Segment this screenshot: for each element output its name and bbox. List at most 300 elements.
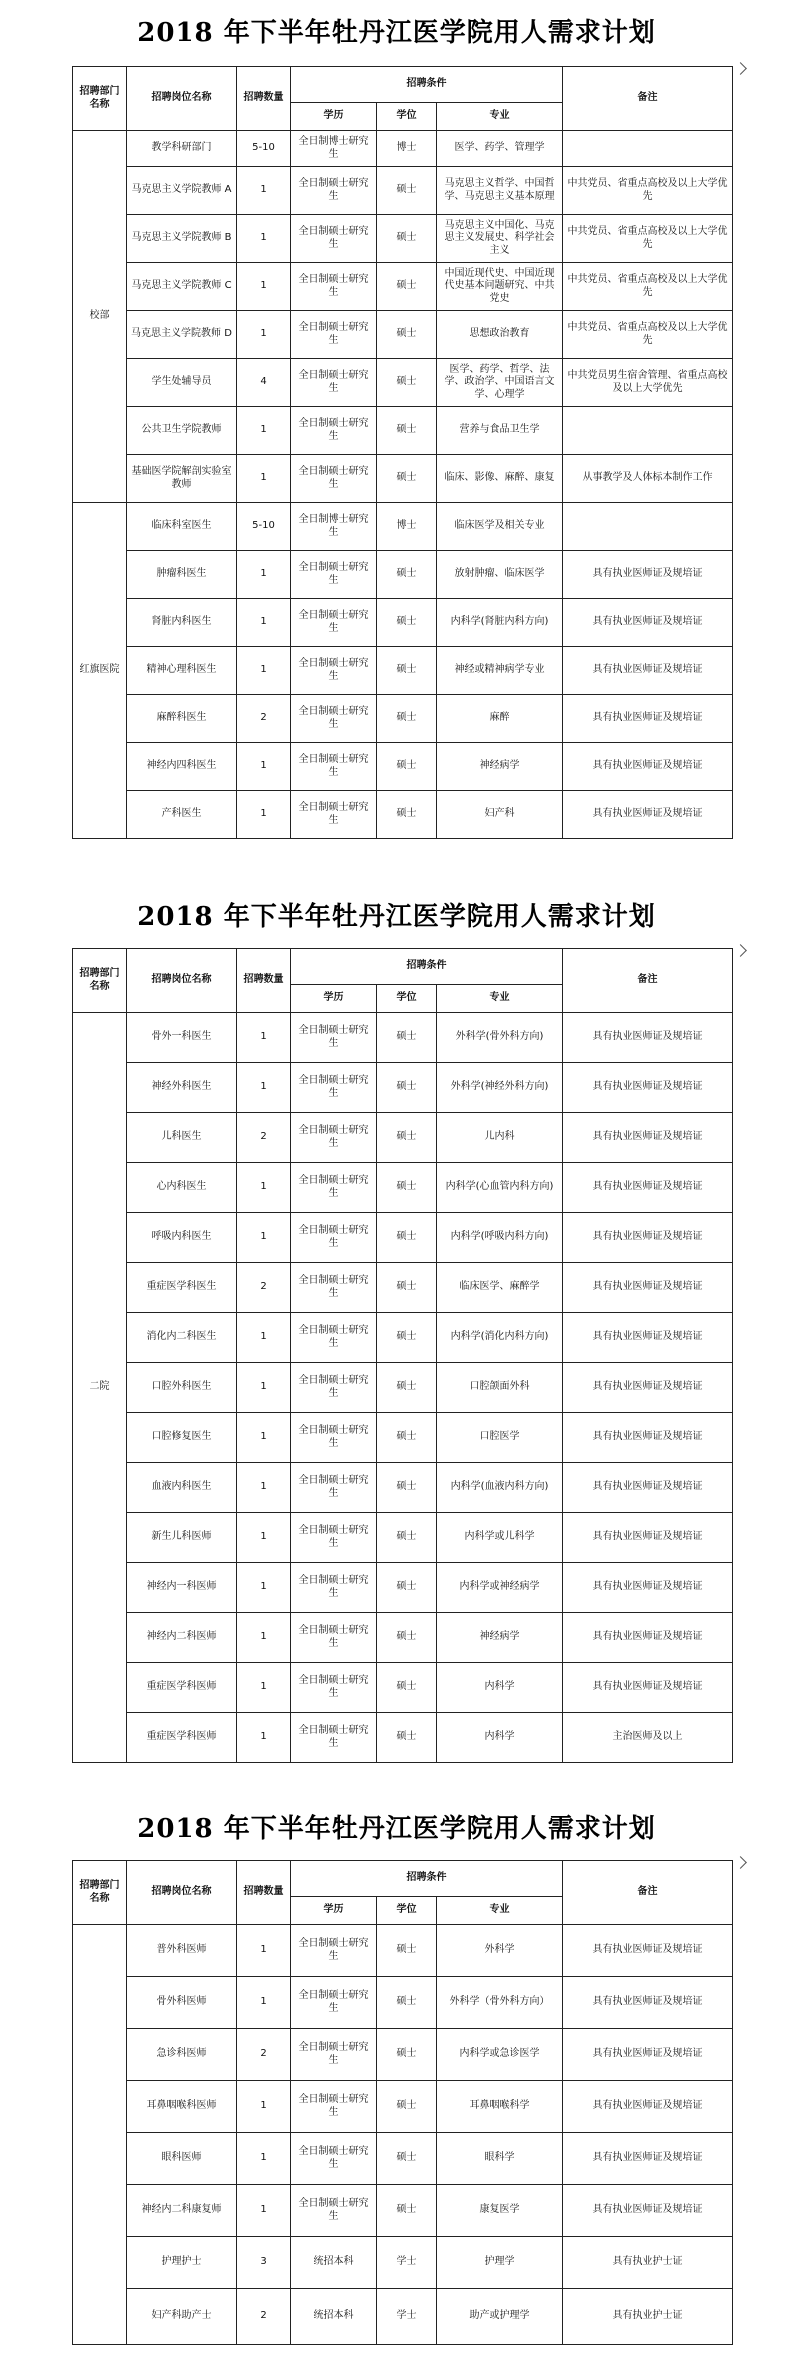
table-row — [73, 1563, 733, 1613]
post-cell: 消化内二科医生 — [127, 1313, 237, 1363]
post-cell: 基础医学院解剖实验室教师 — [127, 455, 237, 503]
major-cell: 医学、药学、管理学 — [437, 131, 563, 167]
table-row — [73, 2237, 733, 2289]
education-cell: 全日制硕士研究生 — [291, 167, 377, 215]
table-row — [73, 2133, 733, 2185]
education-cell: 全日制硕士研究生 — [291, 647, 377, 695]
degree-cell: 硕士 — [377, 2133, 437, 2185]
major-cell: 眼科学 — [437, 2133, 563, 2185]
count-cell: 1 — [237, 1563, 291, 1613]
table-row — [73, 1713, 733, 1763]
degree-cell: 硕士 — [377, 1977, 437, 2029]
remark-cell: 具有执业医师证及规培证 — [563, 1463, 733, 1513]
post-cell: 肾脏内科医生 — [127, 599, 237, 647]
table-row — [73, 1163, 733, 1213]
table-row — [73, 1113, 733, 1163]
major-cell: 马克思主义中国化、马克思主义发展史、科学社会主义 — [437, 215, 563, 263]
table-row — [73, 215, 733, 263]
major-cell: 外科学(骨外科方向) — [437, 1013, 563, 1063]
page-title-1: 2018 年下半年牡丹江医学院用人需求计划 — [137, 18, 656, 48]
education-cell: 全日制硕士研究生 — [291, 1113, 377, 1163]
major-cell: 医学、药学、哲学、法学、政治学、中国语言文学、心理学 — [437, 359, 563, 407]
remark-cell: 具有执业医师证及规培证 — [563, 1563, 733, 1613]
degree-cell: 硕士 — [377, 455, 437, 503]
major-cell: 麻醉 — [437, 695, 563, 743]
post-cell: 神经内四科医生 — [127, 743, 237, 791]
header-dept: 招聘部门名称 — [73, 949, 127, 1013]
education-cell: 全日制硕士研究生 — [291, 1013, 377, 1063]
education-cell: 全日制硕士研究生 — [291, 1163, 377, 1213]
count-cell: 1 — [237, 791, 291, 839]
major-cell: 外科学（骨外科方向） — [437, 1977, 563, 2029]
header-post: 招聘岗位名称 — [127, 1861, 237, 1925]
major-cell: 营养与食品卫生学 — [437, 407, 563, 455]
page-title-3: 2018 年下半年牡丹江医学院用人需求计划 — [137, 1814, 656, 1844]
remark-cell: 中共党员男生宿舍管理、省重点高校及以上大学优先 — [563, 359, 733, 407]
remark-cell: 具有执业医师证及规培证 — [563, 599, 733, 647]
degree-cell: 硕士 — [377, 551, 437, 599]
education-cell: 全日制硕士研究生 — [291, 695, 377, 743]
post-cell: 骨外一科医生 — [127, 1013, 237, 1063]
count-cell: 1 — [237, 1313, 291, 1363]
dept-cell: 校部 — [73, 131, 127, 503]
header-major: 专业 — [437, 103, 563, 131]
dept-cell: 红旗医院 — [73, 503, 127, 839]
degree-cell: 硕士 — [377, 2029, 437, 2081]
count-cell: 1 — [237, 647, 291, 695]
education-cell: 统招本科 — [291, 2237, 377, 2289]
education-cell: 全日制硕士研究生 — [291, 1925, 377, 1977]
post-cell: 神经内二科医师 — [127, 1613, 237, 1663]
table-row — [73, 131, 733, 167]
major-cell: 儿内科 — [437, 1113, 563, 1163]
degree-cell: 硕士 — [377, 1063, 437, 1113]
remark-cell: 具有执业医师证及规培证 — [563, 2185, 733, 2237]
degree-cell: 硕士 — [377, 407, 437, 455]
major-cell: 康复医学 — [437, 2185, 563, 2237]
post-cell: 麻醉科医生 — [127, 695, 237, 743]
remark-cell: 具有执业医师证及规培证 — [563, 1663, 733, 1713]
count-cell: 2 — [237, 695, 291, 743]
table-row — [73, 791, 733, 839]
education-cell: 全日制硕士研究生 — [291, 215, 377, 263]
post-cell: 心内科医生 — [127, 1163, 237, 1213]
table-row — [73, 551, 733, 599]
education-cell: 全日制硕士研究生 — [291, 1263, 377, 1313]
header-education: 学历 — [291, 985, 377, 1013]
major-cell: 放射肿瘤、临床医学 — [437, 551, 563, 599]
post-cell: 眼科医师 — [127, 2133, 237, 2185]
remark-cell: 具有执业医师证及规培证 — [563, 1113, 733, 1163]
major-cell: 马克思主义哲学、中国哲学、马克思主义基本原理 — [437, 167, 563, 215]
remark-cell: 具有执业医师证及规培证 — [563, 1413, 733, 1463]
count-cell: 1 — [237, 215, 291, 263]
count-cell: 1 — [237, 1363, 291, 1413]
post-cell: 骨外科医师 — [127, 1977, 237, 2029]
education-cell: 全日制硕士研究生 — [291, 1363, 377, 1413]
post-cell: 公共卫生学院教师 — [127, 407, 237, 455]
education-cell: 全日制硕士研究生 — [291, 455, 377, 503]
count-cell: 1 — [237, 263, 291, 311]
table-row — [73, 407, 733, 455]
count-cell: 1 — [237, 455, 291, 503]
table-row — [73, 1613, 733, 1663]
education-cell: 全日制硕士研究生 — [291, 311, 377, 359]
remark-cell: 具有执业医师证及规培证 — [563, 1063, 733, 1113]
header-conditions: 招聘条件 — [291, 1861, 563, 1897]
major-cell: 内科学 — [437, 1663, 563, 1713]
table-row — [73, 1263, 733, 1313]
major-cell: 思想政治教育 — [437, 311, 563, 359]
count-cell: 1 — [237, 1713, 291, 1763]
post-cell: 儿科医生 — [127, 1113, 237, 1163]
table-row — [73, 647, 733, 695]
count-cell: 1 — [237, 2133, 291, 2185]
header-education: 学历 — [291, 103, 377, 131]
remark-cell: 具有执业医师证及规培证 — [563, 695, 733, 743]
remark-cell: 具有执业医师证及规培证 — [563, 1263, 733, 1313]
table-row — [73, 599, 733, 647]
remark-cell: 具有执业护士证 — [563, 2237, 733, 2289]
remark-cell: 具有执业医师证及规培证 — [563, 2133, 733, 2185]
table-row — [73, 743, 733, 791]
post-cell: 神经外科医生 — [127, 1063, 237, 1113]
post-cell: 普外科医师 — [127, 1925, 237, 1977]
header-count: 招聘数量 — [237, 1861, 291, 1925]
table-row — [73, 1925, 733, 1977]
post-cell: 护理护士 — [127, 2237, 237, 2289]
remark-cell — [563, 131, 733, 167]
degree-cell: 硕士 — [377, 1313, 437, 1363]
post-cell: 学生处辅导员 — [127, 359, 237, 407]
table-row — [73, 1363, 733, 1413]
header-count: 招聘数量 — [237, 949, 291, 1013]
header-major: 专业 — [437, 985, 563, 1013]
count-cell: 1 — [237, 1413, 291, 1463]
education-cell: 全日制博士研究生 — [291, 503, 377, 551]
post-cell: 妇产科助产士 — [127, 2289, 237, 2345]
post-cell: 急诊科医师 — [127, 2029, 237, 2081]
major-cell: 内科学或神经病学 — [437, 1563, 563, 1613]
major-cell: 临床医学、麻醉学 — [437, 1263, 563, 1313]
table-row — [73, 1213, 733, 1263]
degree-cell: 硕士 — [377, 1363, 437, 1413]
major-cell: 外科学(神经外科方向) — [437, 1063, 563, 1113]
header-post: 招聘岗位名称 — [127, 949, 237, 1013]
header-remark: 备注 — [563, 949, 733, 1013]
post-cell: 神经内一科医师 — [127, 1563, 237, 1613]
table-row — [73, 1063, 733, 1113]
major-cell: 内科学(血液内科方向) — [437, 1463, 563, 1513]
major-cell: 内科学 — [437, 1713, 563, 1763]
major-cell: 神经或精神病学专业 — [437, 647, 563, 695]
count-cell: 1 — [237, 1213, 291, 1263]
degree-cell: 硕士 — [377, 599, 437, 647]
table-row — [73, 1513, 733, 1563]
remark-cell: 具有执业医师证及规培证 — [563, 1013, 733, 1063]
remark-cell: 具有执业医师证及规培证 — [563, 1613, 733, 1663]
remark-cell: 具有执业医师证及规培证 — [563, 1213, 733, 1263]
post-cell: 临床科室医生 — [127, 503, 237, 551]
count-cell: 1 — [237, 167, 291, 215]
degree-cell: 硕士 — [377, 2081, 437, 2133]
table-row — [73, 2185, 733, 2237]
count-cell: 2 — [237, 1113, 291, 1163]
education-cell: 全日制硕士研究生 — [291, 1463, 377, 1513]
education-cell: 全日制硕士研究生 — [291, 1663, 377, 1713]
education-cell: 全日制硕士研究生 — [291, 1563, 377, 1613]
major-cell: 中国近现代史、中国近现代史基本问题研究、中共党史 — [437, 263, 563, 311]
count-cell: 1 — [237, 2081, 291, 2133]
degree-cell: 博士 — [377, 503, 437, 551]
remark-cell: 具有执业医师证及规培证 — [563, 647, 733, 695]
major-cell: 妇产科 — [437, 791, 563, 839]
degree-cell: 硕士 — [377, 167, 437, 215]
table-3-body — [73, 1925, 733, 2345]
count-cell: 4 — [237, 359, 291, 407]
count-cell: 1 — [237, 743, 291, 791]
count-cell: 1 — [237, 551, 291, 599]
table-row — [73, 2029, 733, 2081]
table-row — [73, 167, 733, 215]
count-cell: 1 — [237, 1925, 291, 1977]
degree-cell: 硕士 — [377, 1413, 437, 1463]
count-cell: 1 — [237, 311, 291, 359]
table-row — [73, 2289, 733, 2345]
major-cell: 内科学或急诊医学 — [437, 2029, 563, 2081]
dept-cell: 二院 — [73, 1013, 127, 1763]
education-cell: 全日制硕士研究生 — [291, 1613, 377, 1663]
table-row — [73, 1663, 733, 1713]
remark-cell: 具有执业医师证及规培证 — [563, 2081, 733, 2133]
count-cell: 2 — [237, 2289, 291, 2345]
post-cell: 重症医学科医生 — [127, 1263, 237, 1313]
remark-cell: 中共党员、省重点高校及以上大学优先 — [563, 167, 733, 215]
education-cell: 全日制硕士研究生 — [291, 2081, 377, 2133]
remark-cell: 具有执业医师证及规培证 — [563, 1363, 733, 1413]
degree-cell: 学士 — [377, 2237, 437, 2289]
post-cell: 精神心理科医生 — [127, 647, 237, 695]
table-row — [73, 1413, 733, 1463]
remark-cell: 具有执业护士证 — [563, 2289, 733, 2345]
degree-cell: 硕士 — [377, 1925, 437, 1977]
table-row — [73, 359, 733, 407]
table-3-edge-mark-icon — [734, 1856, 747, 1869]
post-cell: 口腔修复医生 — [127, 1413, 237, 1463]
degree-cell: 硕士 — [377, 359, 437, 407]
header-count: 招聘数量 — [237, 67, 291, 131]
plan-table-2 — [72, 948, 733, 1763]
education-cell: 全日制硕士研究生 — [291, 551, 377, 599]
count-cell: 5-10 — [237, 131, 291, 167]
count-cell: 3 — [237, 2237, 291, 2289]
education-cell: 全日制硕士研究生 — [291, 1313, 377, 1363]
education-cell: 全日制博士研究生 — [291, 131, 377, 167]
major-cell: 临床医学及相关专业 — [437, 503, 563, 551]
education-cell: 全日制硕士研究生 — [291, 599, 377, 647]
table-row — [73, 695, 733, 743]
header-dept: 招聘部门名称 — [73, 1861, 127, 1925]
degree-cell: 硕士 — [377, 743, 437, 791]
count-cell: 1 — [237, 1063, 291, 1113]
count-cell: 1 — [237, 1463, 291, 1513]
count-cell: 1 — [237, 1513, 291, 1563]
education-cell: 全日制硕士研究生 — [291, 743, 377, 791]
post-cell: 新生儿科医师 — [127, 1513, 237, 1563]
table-1-edge-mark-icon — [734, 62, 747, 75]
remark-cell: 具有执业医师证及规培证 — [563, 791, 733, 839]
table-row — [73, 1463, 733, 1513]
degree-cell: 硕士 — [377, 1563, 437, 1613]
header-conditions: 招聘条件 — [291, 67, 563, 103]
major-cell: 神经病学 — [437, 743, 563, 791]
education-cell: 全日制硕士研究生 — [291, 2029, 377, 2081]
header-degree: 学位 — [377, 985, 437, 1013]
remark-cell — [563, 407, 733, 455]
education-cell: 全日制硕士研究生 — [291, 2133, 377, 2185]
table-2-body — [73, 1013, 733, 1763]
degree-cell: 硕士 — [377, 2185, 437, 2237]
post-cell: 马克思主义学院教师 C — [127, 263, 237, 311]
major-cell: 耳鼻咽喉科学 — [437, 2081, 563, 2133]
education-cell: 全日制硕士研究生 — [291, 1713, 377, 1763]
post-cell: 口腔外科医生 — [127, 1363, 237, 1413]
remark-cell: 具有执业医师证及规培证 — [563, 1925, 733, 1977]
post-cell: 神经内二科康复师 — [127, 2185, 237, 2237]
degree-cell: 硕士 — [377, 1713, 437, 1763]
post-cell: 教学科研部门 — [127, 131, 237, 167]
post-cell: 呼吸内科医生 — [127, 1213, 237, 1263]
major-cell: 护理学 — [437, 2237, 563, 2289]
table-row — [73, 263, 733, 311]
degree-cell: 硕士 — [377, 647, 437, 695]
plan-table-3 — [72, 1860, 733, 2345]
major-cell: 内科学(肾脏内科方向) — [437, 599, 563, 647]
degree-cell: 硕士 — [377, 1263, 437, 1313]
count-cell: 2 — [237, 2029, 291, 2081]
header-post: 招聘岗位名称 — [127, 67, 237, 131]
degree-cell: 硕士 — [377, 1013, 437, 1063]
count-cell: 1 — [237, 1663, 291, 1713]
degree-cell: 硕士 — [377, 215, 437, 263]
table-row — [73, 2081, 733, 2133]
education-cell: 全日制硕士研究生 — [291, 1213, 377, 1263]
table-row — [73, 455, 733, 503]
table-row — [73, 1977, 733, 2029]
count-cell: 1 — [237, 407, 291, 455]
post-cell: 马克思主义学院教师 A — [127, 167, 237, 215]
education-cell: 全日制硕士研究生 — [291, 791, 377, 839]
major-cell: 内科学(心血管内科方向) — [437, 1163, 563, 1213]
major-cell: 助产或护理学 — [437, 2289, 563, 2345]
degree-cell: 博士 — [377, 131, 437, 167]
remark-cell: 具有执业医师证及规培证 — [563, 2029, 733, 2081]
major-cell: 外科学 — [437, 1925, 563, 1977]
degree-cell: 硕士 — [377, 1163, 437, 1213]
education-cell: 全日制硕士研究生 — [291, 1413, 377, 1463]
major-cell: 口腔医学 — [437, 1413, 563, 1463]
remark-cell: 具有执业医师证及规培证 — [563, 1313, 733, 1363]
degree-cell: 硕士 — [377, 1213, 437, 1263]
count-cell: 2 — [237, 1263, 291, 1313]
count-cell: 1 — [237, 1977, 291, 2029]
table-row — [73, 1313, 733, 1363]
dept-cell — [73, 1925, 127, 2345]
degree-cell: 硕士 — [377, 263, 437, 311]
remark-cell: 从事教学及人体标本制作工作 — [563, 455, 733, 503]
remark-cell: 中共党员、省重点高校及以上大学优先 — [563, 263, 733, 311]
remark-cell — [563, 503, 733, 551]
table-row — [73, 1013, 733, 1063]
header-dept: 招聘部门名称 — [73, 67, 127, 131]
degree-cell: 硕士 — [377, 1463, 437, 1513]
degree-cell: 硕士 — [377, 1513, 437, 1563]
post-cell: 产科医生 — [127, 791, 237, 839]
major-cell: 神经病学 — [437, 1613, 563, 1663]
header-remark: 备注 — [563, 1861, 733, 1925]
remark-cell: 具有执业医师证及规培证 — [563, 1513, 733, 1563]
post-cell: 耳鼻咽喉科医师 — [127, 2081, 237, 2133]
header-degree: 学位 — [377, 1897, 437, 1925]
header-education: 学历 — [291, 1897, 377, 1925]
table-2-edge-mark-icon — [734, 944, 747, 957]
count-cell: 1 — [237, 1613, 291, 1663]
remark-cell: 主治医师及以上 — [563, 1713, 733, 1763]
post-cell: 重症医学科医师 — [127, 1713, 237, 1763]
major-cell: 临床、影像、麻醉、康复 — [437, 455, 563, 503]
education-cell: 全日制硕士研究生 — [291, 1513, 377, 1563]
degree-cell: 硕士 — [377, 1663, 437, 1713]
table-row — [73, 503, 733, 551]
remark-cell: 具有执业医师证及规培证 — [563, 1163, 733, 1213]
count-cell: 1 — [237, 2185, 291, 2237]
table-row — [73, 311, 733, 359]
remark-cell: 具有执业医师证及规培证 — [563, 743, 733, 791]
education-cell: 统招本科 — [291, 2289, 377, 2345]
degree-cell: 学士 — [377, 2289, 437, 2345]
post-cell: 马克思主义学院教师 B — [127, 215, 237, 263]
post-cell: 血液内科医生 — [127, 1463, 237, 1513]
count-cell: 1 — [237, 1163, 291, 1213]
remark-cell: 中共党员、省重点高校及以上大学优先 — [563, 215, 733, 263]
major-cell: 内科学或儿科学 — [437, 1513, 563, 1563]
post-cell: 马克思主义学院教师 D — [127, 311, 237, 359]
education-cell: 全日制硕士研究生 — [291, 407, 377, 455]
degree-cell: 硕士 — [377, 311, 437, 359]
header-remark: 备注 — [563, 67, 733, 131]
major-cell: 口腔颌面外科 — [437, 1363, 563, 1413]
degree-cell: 硕士 — [377, 1613, 437, 1663]
table-1-body — [73, 131, 733, 839]
post-cell: 肿瘤科医生 — [127, 551, 237, 599]
remark-cell: 具有执业医师证及规培证 — [563, 551, 733, 599]
major-cell: 内科学(消化内科方向) — [437, 1313, 563, 1363]
degree-cell: 硕士 — [377, 791, 437, 839]
education-cell: 全日制硕士研究生 — [291, 1063, 377, 1113]
count-cell: 5-10 — [237, 503, 291, 551]
header-conditions: 招聘条件 — [291, 949, 563, 985]
page-title-2: 2018 年下半年牡丹江医学院用人需求计划 — [137, 902, 656, 932]
degree-cell: 硕士 — [377, 1113, 437, 1163]
remark-cell: 中共党员、省重点高校及以上大学优先 — [563, 311, 733, 359]
education-cell: 全日制硕士研究生 — [291, 1977, 377, 2029]
plan-table-1 — [72, 66, 733, 839]
count-cell: 1 — [237, 1013, 291, 1063]
degree-cell: 硕士 — [377, 695, 437, 743]
major-cell: 内科学(呼吸内科方向) — [437, 1213, 563, 1263]
header-major: 专业 — [437, 1897, 563, 1925]
remark-cell: 具有执业医师证及规培证 — [563, 1977, 733, 2029]
